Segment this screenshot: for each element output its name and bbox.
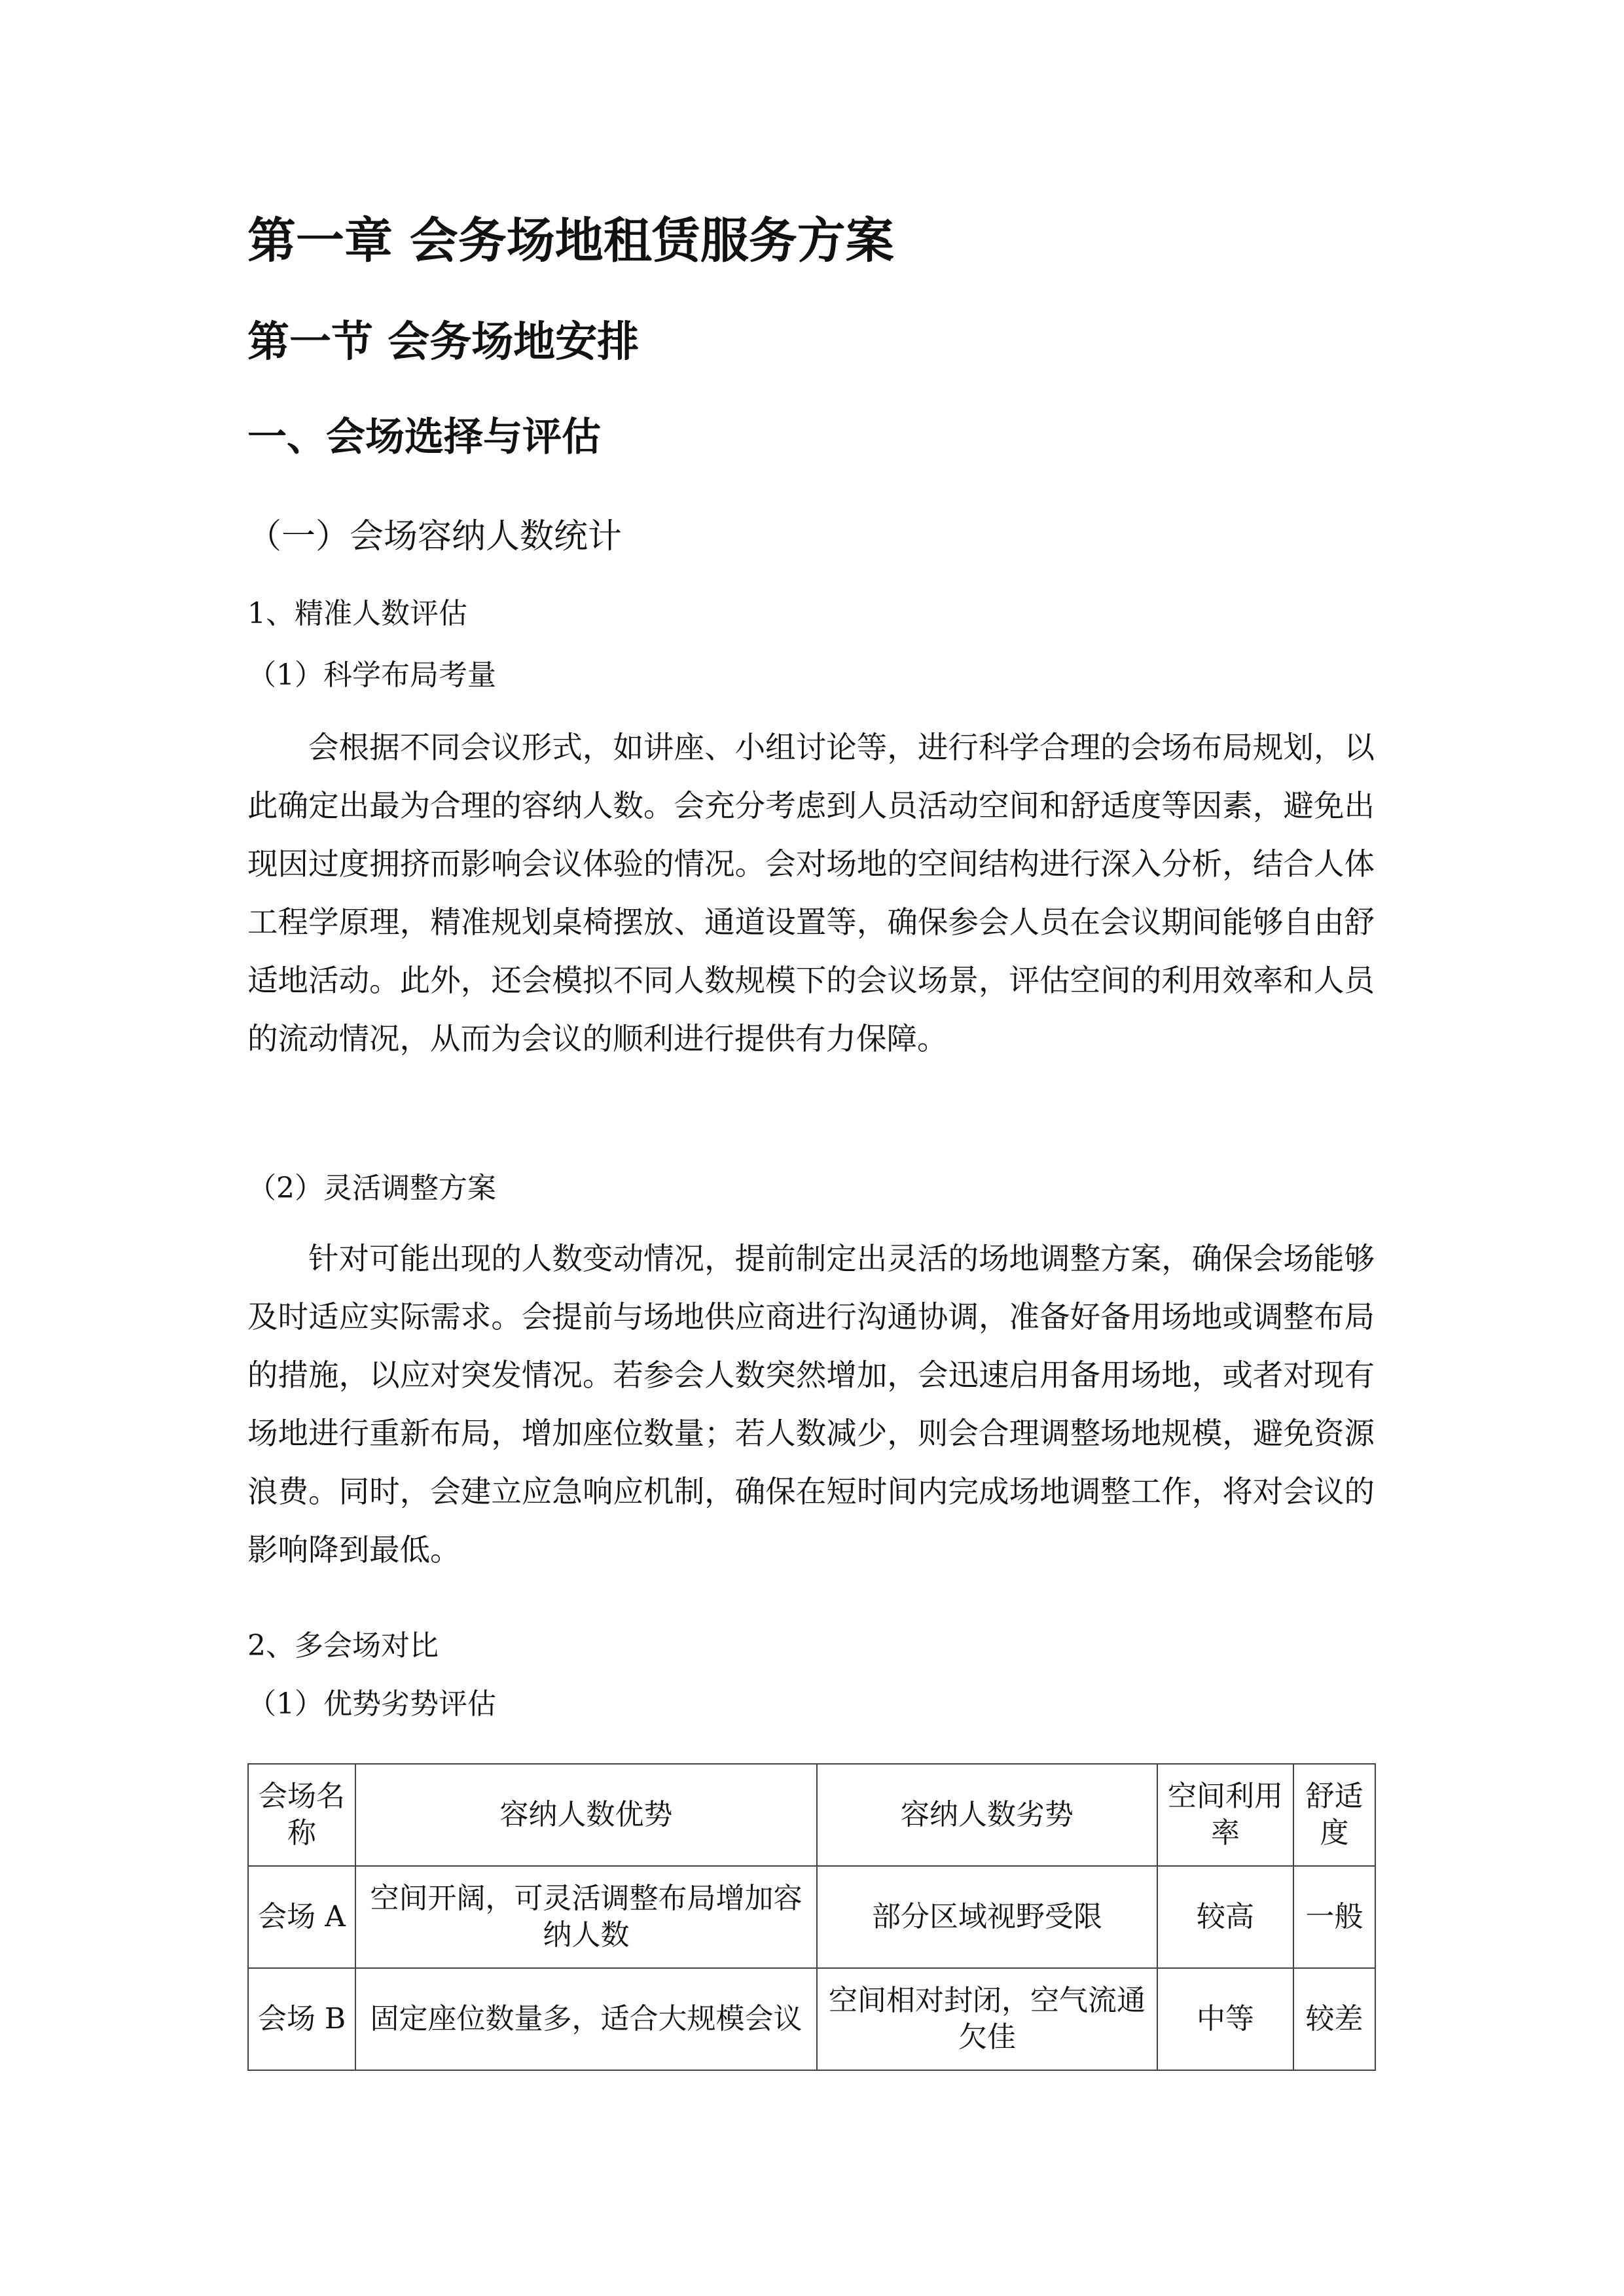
chapter-title: 第一章 会务场地租赁服务方案 [247,213,894,269]
table-row [248,1968,1375,2070]
sub-subsection-title: （一）会场容纳人数统计 [247,517,623,556]
table-row [248,1866,1375,1968]
table-cell: 会场 A [248,1866,355,1968]
table-cell: 空间开阔，可灵活调整布局增加容纳人数 [355,1866,817,1968]
item1-title: 1、精准人数评估 [247,597,467,630]
subsection-title: 一、会场选择与评估 [247,414,601,460]
table-cell: 较高 [1157,1866,1293,1968]
item1-part2-title: （2）灵活调整方案 [247,1172,496,1205]
item2-title: 2、多会场对比 [247,1629,439,1662]
table-cell: 部分区域视野受限 [817,1866,1157,1968]
table-header-cell: 空间利用率 [1157,1764,1293,1866]
table-header-cell: 舒适度 [1293,1764,1375,1866]
table-cell: 较差 [1293,1968,1375,2070]
table-cell: 一般 [1293,1866,1375,1968]
item1-part1-title: （1）科学布局考量 [247,658,496,692]
section-title: 第一节 会务场地安排 [247,318,640,367]
table-header-row [248,1764,1375,1866]
venue-comparison-table [247,1763,1376,2071]
table-cell: 中等 [1157,1968,1293,2070]
table-cell: 会场 B [248,1968,355,2070]
item2-part1-title: （1）优势劣势评估 [247,1687,496,1721]
item1-part1-paragraph: 会根据不同会议形式，如讲座、小组讨论等，进行科学合理的会场布局规划，以此确定出最为合理的容纳人数。会充分考虑到人员活动空间和舒适度等因素，避免出现因过度拥挤而影响会议体验的情况。会对场地的空间结构进行深入分析，结合人体工程学原理，精准规划桌椅摆放、通道设置等，确保参会人员在会议期间能够自由舒适地活动。此外，还会模拟不同人数规模下的会议场景，评估空间的利用效率和人员的流动情况，从而为会议的顺利进行提供有力保障。 [247,730,1375,1056]
table-cell: 空间相对封闭，空气流通欠佳 [817,1968,1157,2070]
table-header-cell: 会场名称 [248,1764,355,1866]
table-header-cell: 容纳人数劣势 [817,1764,1157,1866]
table-cell: 固定座位数量多，适合大规模会议 [355,1968,817,2070]
item1-part2-paragraph: 针对可能出现的人数变动情况，提前制定出灵活的场地调整方案，确保会场能够及时适应实际需求。会提前与场地供应商进行沟通协调，准备好备用场地或调整布局的措施，以应对突发情况。若参会人数突然增加，会迅速启用备用场地，或者对现有场地进行重新布局，增加座位数量；若人数减少，则会合理调整场地规模，避免资源浪费。同时，会建立应急响应机制，确保在短时间内完成场地调整工作，将对会议的影响降到最低。 [247,1241,1375,1568]
table-header-cell: 容纳人数优势 [355,1764,817,1866]
